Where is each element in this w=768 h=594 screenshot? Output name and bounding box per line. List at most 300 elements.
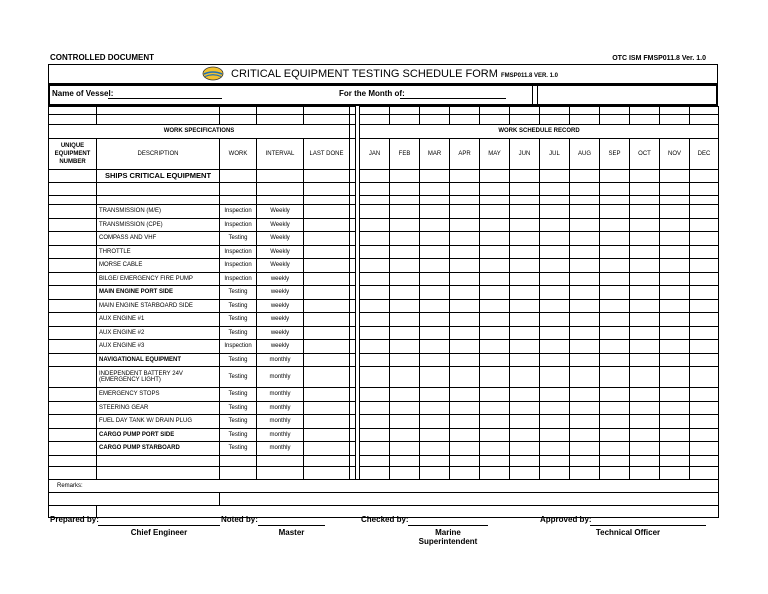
month-cell[interactable] [690, 169, 719, 183]
description-cell[interactable] [97, 183, 220, 196]
month-cell[interactable] [630, 107, 660, 115]
month-cell[interactable] [510, 183, 540, 196]
month-cell[interactable] [540, 272, 570, 286]
unique-number-cell[interactable] [49, 115, 97, 125]
month-cell[interactable] [570, 455, 600, 466]
month-cell[interactable] [390, 232, 420, 246]
month-cell[interactable] [360, 415, 390, 429]
month-cell[interactable] [570, 388, 600, 402]
month-cell[interactable] [540, 205, 570, 219]
month-cell[interactable] [480, 205, 510, 219]
month-cell[interactable] [360, 115, 390, 125]
month-cell[interactable] [450, 428, 480, 442]
last-done-cell[interactable] [304, 428, 350, 442]
month-cell[interactable] [510, 272, 540, 286]
work-cell[interactable] [220, 115, 257, 125]
month-cell[interactable] [360, 259, 390, 273]
description-cell[interactable] [97, 115, 220, 125]
month-cell[interactable] [570, 196, 600, 205]
last-done-cell[interactable] [304, 466, 350, 479]
month-cell[interactable] [390, 388, 420, 402]
month-cell[interactable] [360, 205, 390, 219]
month-cell[interactable] [690, 428, 719, 442]
month-cell[interactable] [660, 218, 690, 232]
work-cell[interactable] [220, 196, 257, 205]
month-cell[interactable] [660, 196, 690, 205]
month-cell[interactable] [360, 245, 390, 259]
month-cell[interactable] [360, 455, 390, 466]
month-cell[interactable] [600, 353, 630, 367]
month-cell[interactable] [420, 169, 450, 183]
month-cell[interactable] [600, 259, 630, 273]
last-done-cell[interactable] [304, 183, 350, 196]
month-cell[interactable] [660, 367, 690, 388]
month-cell[interactable] [420, 326, 450, 340]
month-cell[interactable] [660, 455, 690, 466]
month-cell[interactable] [450, 115, 480, 125]
month-cell[interactable] [360, 340, 390, 354]
month-cell[interactable] [690, 272, 719, 286]
month-cell[interactable] [420, 259, 450, 273]
month-cell[interactable] [690, 326, 719, 340]
month-cell[interactable] [570, 466, 600, 479]
work-cell[interactable] [220, 183, 257, 196]
month-cell[interactable] [480, 401, 510, 415]
unique-number-cell[interactable] [49, 196, 97, 205]
last-done-cell[interactable] [304, 340, 350, 354]
month-cell[interactable] [390, 401, 420, 415]
last-done-cell[interactable] [304, 196, 350, 205]
month-cell[interactable] [660, 232, 690, 246]
month-cell[interactable] [510, 196, 540, 205]
last-done-cell[interactable] [304, 442, 350, 456]
month-cell[interactable] [360, 442, 390, 456]
month-cell[interactable] [690, 196, 719, 205]
unique-number-cell[interactable] [49, 286, 97, 300]
month-cell[interactable] [420, 245, 450, 259]
month-cell[interactable] [600, 415, 630, 429]
month-cell[interactable] [600, 326, 630, 340]
month-cell[interactable] [360, 107, 390, 115]
month-cell[interactable] [540, 353, 570, 367]
month-cell[interactable] [540, 299, 570, 313]
month-cell[interactable] [480, 115, 510, 125]
month-cell[interactable] [480, 340, 510, 354]
month-cell[interactable] [510, 353, 540, 367]
month-cell[interactable] [570, 205, 600, 219]
month-cell[interactable] [390, 299, 420, 313]
month-cell[interactable] [660, 245, 690, 259]
month-cell[interactable] [690, 388, 719, 402]
month-cell[interactable] [390, 107, 420, 115]
month-cell[interactable] [450, 466, 480, 479]
month-cell[interactable] [390, 169, 420, 183]
month-cell[interactable] [570, 415, 600, 429]
month-cell[interactable] [450, 259, 480, 273]
month-field[interactable] [400, 98, 506, 99]
month-cell[interactable] [570, 183, 600, 196]
interval-cell[interactable] [257, 183, 304, 196]
last-done-cell[interactable] [304, 259, 350, 273]
month-cell[interactable] [390, 218, 420, 232]
month-cell[interactable] [630, 367, 660, 388]
month-cell[interactable] [570, 232, 600, 246]
last-done-cell[interactable] [304, 218, 350, 232]
description-cell[interactable] [97, 466, 220, 479]
month-cell[interactable] [690, 340, 719, 354]
month-cell[interactable] [510, 115, 540, 125]
month-cell[interactable] [540, 169, 570, 183]
unique-number-cell[interactable] [49, 455, 97, 466]
month-cell[interactable] [540, 401, 570, 415]
month-cell[interactable] [540, 455, 570, 466]
month-cell[interactable] [420, 415, 450, 429]
month-cell[interactable] [570, 428, 600, 442]
unique-number-cell[interactable] [49, 232, 97, 246]
month-cell[interactable] [630, 196, 660, 205]
remarks-field-short[interactable] [49, 492, 220, 505]
month-cell[interactable] [660, 183, 690, 196]
month-cell[interactable] [630, 326, 660, 340]
unique-number-cell[interactable] [49, 183, 97, 196]
unique-number-cell[interactable] [49, 401, 97, 415]
month-cell[interactable] [630, 313, 660, 327]
description-cell[interactable] [97, 196, 220, 205]
month-cell[interactable] [360, 196, 390, 205]
month-cell[interactable] [600, 245, 630, 259]
month-cell[interactable] [660, 388, 690, 402]
month-cell[interactable] [420, 183, 450, 196]
month-cell[interactable] [390, 326, 420, 340]
month-cell[interactable] [480, 286, 510, 300]
month-cell[interactable] [480, 232, 510, 246]
month-cell[interactable] [390, 205, 420, 219]
month-cell[interactable] [390, 415, 420, 429]
month-cell[interactable] [540, 115, 570, 125]
month-cell[interactable] [360, 272, 390, 286]
month-cell[interactable] [360, 326, 390, 340]
month-cell[interactable] [600, 107, 630, 115]
month-cell[interactable] [690, 401, 719, 415]
month-cell[interactable] [390, 272, 420, 286]
month-cell[interactable] [420, 107, 450, 115]
month-cell[interactable] [480, 245, 510, 259]
month-cell[interactable] [510, 415, 540, 429]
month-cell[interactable] [540, 442, 570, 456]
month-cell[interactable] [660, 169, 690, 183]
month-cell[interactable] [390, 442, 420, 456]
month-cell[interactable] [420, 367, 450, 388]
month-cell[interactable] [600, 286, 630, 300]
month-cell[interactable] [510, 466, 540, 479]
month-cell[interactable] [360, 388, 390, 402]
month-cell[interactable] [660, 313, 690, 327]
month-cell[interactable] [390, 259, 420, 273]
month-cell[interactable] [390, 466, 420, 479]
month-cell[interactable] [390, 196, 420, 205]
month-cell[interactable] [510, 218, 540, 232]
month-cell[interactable] [690, 466, 719, 479]
unique-number-cell[interactable] [49, 245, 97, 259]
month-cell[interactable] [630, 455, 660, 466]
month-cell[interactable] [510, 286, 540, 300]
month-cell[interactable] [450, 183, 480, 196]
month-cell[interactable] [690, 245, 719, 259]
month-cell[interactable] [660, 299, 690, 313]
month-cell[interactable] [600, 232, 630, 246]
month-cell[interactable] [420, 286, 450, 300]
month-cell[interactable] [510, 428, 540, 442]
month-cell[interactable] [510, 259, 540, 273]
month-cell[interactable] [690, 455, 719, 466]
interval-cell[interactable] [257, 169, 304, 183]
month-cell[interactable] [420, 196, 450, 205]
month-cell[interactable] [420, 442, 450, 456]
month-cell[interactable] [660, 326, 690, 340]
month-cell[interactable] [660, 205, 690, 219]
month-cell[interactable] [450, 401, 480, 415]
month-cell[interactable] [540, 340, 570, 354]
month-cell[interactable] [480, 388, 510, 402]
month-cell[interactable] [510, 442, 540, 456]
month-cell[interactable] [570, 442, 600, 456]
month-cell[interactable] [390, 183, 420, 196]
month-cell[interactable] [420, 388, 450, 402]
month-cell[interactable] [570, 340, 600, 354]
unique-number-cell[interactable] [49, 388, 97, 402]
month-cell[interactable] [360, 286, 390, 300]
month-cell[interactable] [600, 388, 630, 402]
month-cell[interactable] [450, 245, 480, 259]
month-cell[interactable] [450, 196, 480, 205]
month-cell[interactable] [600, 169, 630, 183]
unique-number-cell[interactable] [49, 218, 97, 232]
month-cell[interactable] [660, 272, 690, 286]
month-cell[interactable] [540, 313, 570, 327]
month-cell[interactable] [630, 115, 660, 125]
month-cell[interactable] [630, 299, 660, 313]
month-cell[interactable] [630, 340, 660, 354]
month-cell[interactable] [450, 442, 480, 456]
month-cell[interactable] [480, 367, 510, 388]
unique-number-cell[interactable] [49, 205, 97, 219]
last-done-cell[interactable] [304, 326, 350, 340]
month-cell[interactable] [540, 183, 570, 196]
month-cell[interactable] [540, 218, 570, 232]
work-cell[interactable] [220, 169, 257, 183]
month-cell[interactable] [630, 232, 660, 246]
month-cell[interactable] [690, 299, 719, 313]
month-cell[interactable] [540, 466, 570, 479]
month-cell[interactable] [450, 415, 480, 429]
month-cell[interactable] [690, 259, 719, 273]
month-cell[interactable] [480, 272, 510, 286]
remarks-field[interactable] [220, 492, 719, 505]
month-cell[interactable] [450, 340, 480, 354]
month-cell[interactable] [660, 115, 690, 125]
month-cell[interactable] [390, 245, 420, 259]
month-cell[interactable] [600, 115, 630, 125]
month-cell[interactable] [600, 428, 630, 442]
work-cell[interactable] [220, 107, 257, 115]
month-cell[interactable] [450, 232, 480, 246]
month-cell[interactable] [660, 401, 690, 415]
month-cell[interactable] [540, 259, 570, 273]
month-cell[interactable] [510, 232, 540, 246]
month-cell[interactable] [480, 313, 510, 327]
month-cell[interactable] [360, 428, 390, 442]
month-cell[interactable] [660, 353, 690, 367]
month-cell[interactable] [630, 286, 660, 300]
last-done-cell[interactable] [304, 272, 350, 286]
month-cell[interactable] [630, 259, 660, 273]
month-cell[interactable] [480, 466, 510, 479]
month-cell[interactable] [360, 313, 390, 327]
signature-field[interactable] [408, 525, 488, 526]
unique-number-cell[interactable] [49, 326, 97, 340]
month-cell[interactable] [450, 107, 480, 115]
month-cell[interactable] [570, 353, 600, 367]
last-done-cell[interactable] [304, 107, 350, 115]
month-cell[interactable] [690, 115, 719, 125]
month-cell[interactable] [600, 196, 630, 205]
unique-number-cell[interactable] [49, 415, 97, 429]
month-cell[interactable] [480, 326, 510, 340]
month-cell[interactable] [480, 442, 510, 456]
month-cell[interactable] [450, 353, 480, 367]
month-cell[interactable] [540, 415, 570, 429]
unique-number-cell[interactable] [49, 340, 97, 354]
interval-cell[interactable] [257, 107, 304, 115]
month-cell[interactable] [390, 367, 420, 388]
work-cell[interactable] [220, 455, 257, 466]
month-cell[interactable] [390, 340, 420, 354]
last-done-cell[interactable] [304, 388, 350, 402]
month-cell[interactable] [510, 313, 540, 327]
month-cell[interactable] [510, 169, 540, 183]
month-cell[interactable] [420, 205, 450, 219]
month-cell[interactable] [540, 245, 570, 259]
month-cell[interactable] [510, 340, 540, 354]
month-cell[interactable] [600, 401, 630, 415]
month-cell[interactable] [540, 428, 570, 442]
month-cell[interactable] [660, 286, 690, 300]
month-cell[interactable] [450, 169, 480, 183]
description-cell[interactable] [97, 107, 220, 115]
month-cell[interactable] [480, 299, 510, 313]
month-cell[interactable] [600, 272, 630, 286]
month-cell[interactable] [570, 367, 600, 388]
month-cell[interactable] [420, 340, 450, 354]
month-cell[interactable] [630, 169, 660, 183]
month-cell[interactable] [390, 428, 420, 442]
month-cell[interactable] [390, 455, 420, 466]
month-cell[interactable] [450, 388, 480, 402]
month-cell[interactable] [600, 466, 630, 479]
month-cell[interactable] [390, 313, 420, 327]
month-cell[interactable] [480, 169, 510, 183]
month-cell[interactable] [660, 428, 690, 442]
last-done-cell[interactable] [304, 299, 350, 313]
month-cell[interactable] [510, 367, 540, 388]
month-cell[interactable] [660, 107, 690, 115]
month-cell[interactable] [630, 428, 660, 442]
unique-number-cell[interactable] [49, 313, 97, 327]
month-cell[interactable] [570, 169, 600, 183]
vessel-name-field[interactable] [108, 98, 222, 99]
month-cell[interactable] [540, 232, 570, 246]
month-cell[interactable] [450, 218, 480, 232]
unique-number-cell[interactable] [49, 353, 97, 367]
month-cell[interactable] [630, 183, 660, 196]
month-cell[interactable] [600, 183, 630, 196]
month-cell[interactable] [630, 245, 660, 259]
month-cell[interactable] [420, 218, 450, 232]
month-cell[interactable] [660, 442, 690, 456]
month-cell[interactable] [690, 205, 719, 219]
work-cell[interactable] [220, 466, 257, 479]
unique-number-cell[interactable] [49, 299, 97, 313]
month-cell[interactable] [450, 205, 480, 219]
month-cell[interactable] [570, 218, 600, 232]
month-cell[interactable] [660, 340, 690, 354]
month-cell[interactable] [540, 326, 570, 340]
month-cell[interactable] [570, 313, 600, 327]
month-cell[interactable] [540, 388, 570, 402]
month-cell[interactable] [390, 353, 420, 367]
interval-cell[interactable] [257, 115, 304, 125]
unique-number-cell[interactable] [49, 367, 97, 388]
month-cell[interactable] [630, 401, 660, 415]
month-cell[interactable] [570, 299, 600, 313]
month-cell[interactable] [360, 401, 390, 415]
month-cell[interactable] [360, 169, 390, 183]
month-cell[interactable] [420, 299, 450, 313]
month-cell[interactable] [690, 353, 719, 367]
interval-cell[interactable] [257, 196, 304, 205]
month-cell[interactable] [540, 367, 570, 388]
month-cell[interactable] [450, 286, 480, 300]
last-done-cell[interactable] [304, 205, 350, 219]
month-cell[interactable] [510, 388, 540, 402]
month-cell[interactable] [420, 353, 450, 367]
last-done-cell[interactable] [304, 286, 350, 300]
signature-field[interactable] [590, 525, 706, 526]
month-cell[interactable] [360, 232, 390, 246]
month-cell[interactable] [690, 218, 719, 232]
unique-number-cell[interactable] [49, 169, 97, 183]
month-cell[interactable] [690, 232, 719, 246]
month-cell[interactable] [420, 401, 450, 415]
month-cell[interactable] [600, 442, 630, 456]
month-cell[interactable] [510, 401, 540, 415]
month-cell[interactable] [600, 340, 630, 354]
signature-field[interactable] [98, 525, 220, 526]
month-cell[interactable] [570, 401, 600, 415]
month-cell[interactable] [360, 367, 390, 388]
month-cell[interactable] [420, 272, 450, 286]
month-cell[interactable] [510, 107, 540, 115]
month-cell[interactable] [450, 367, 480, 388]
month-cell[interactable] [630, 205, 660, 219]
interval-cell[interactable] [257, 466, 304, 479]
month-cell[interactable] [600, 455, 630, 466]
last-done-cell[interactable] [304, 367, 350, 388]
month-cell[interactable] [540, 196, 570, 205]
interval-cell[interactable] [257, 455, 304, 466]
last-done-cell[interactable] [304, 232, 350, 246]
month-cell[interactable] [630, 466, 660, 479]
